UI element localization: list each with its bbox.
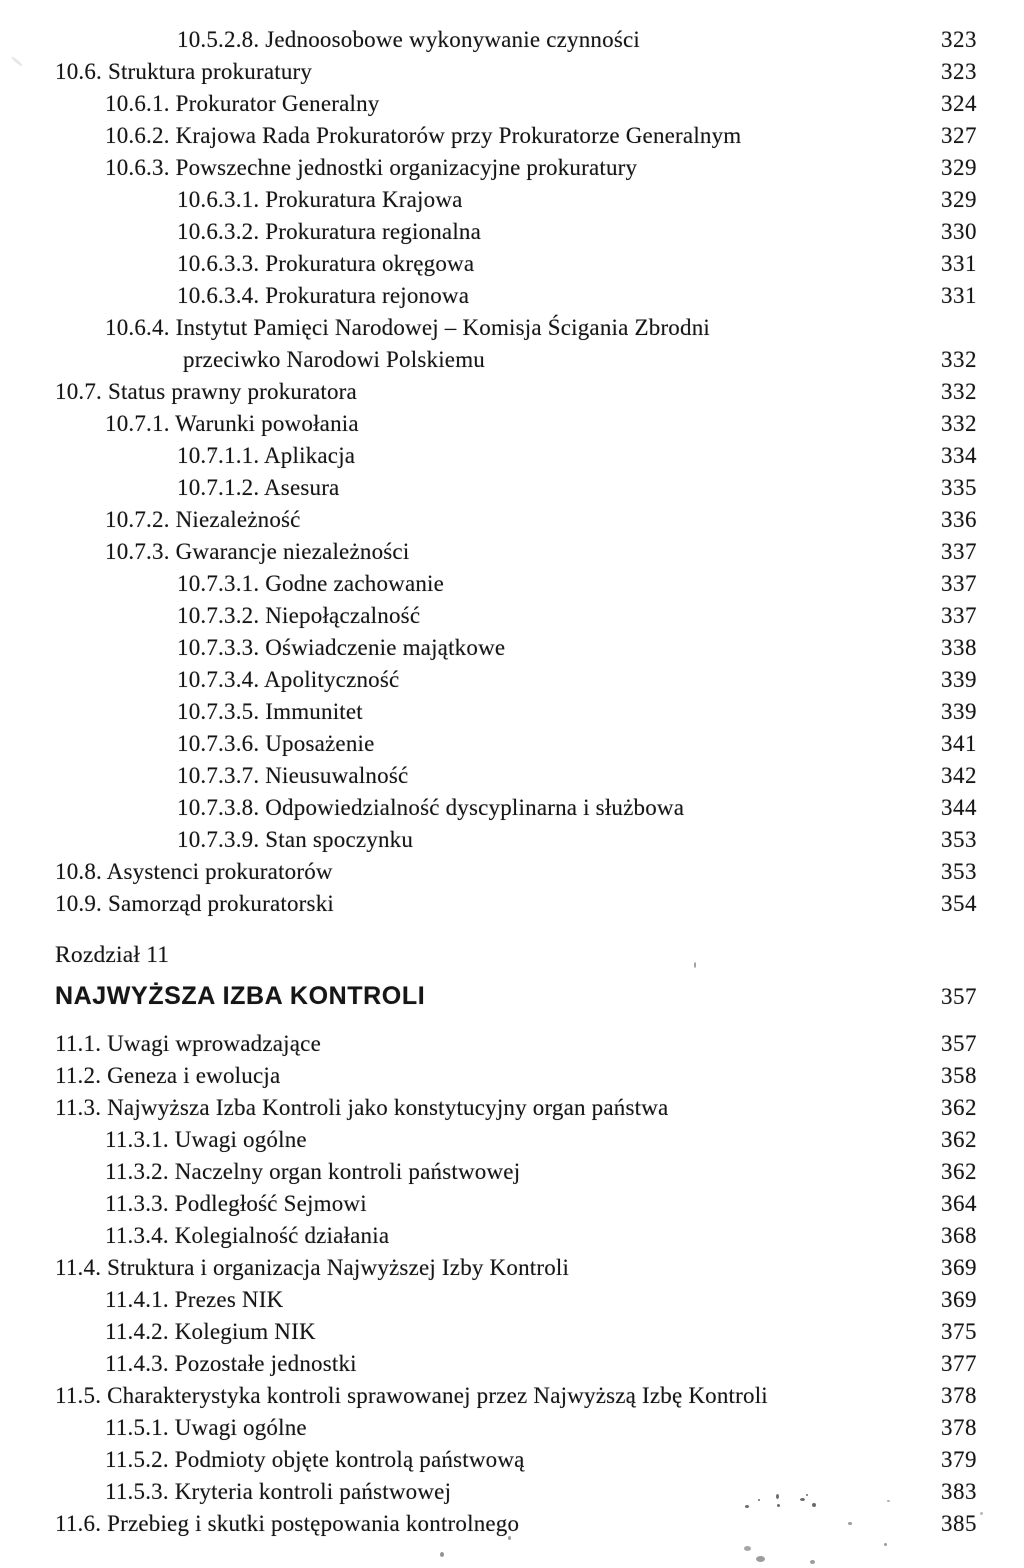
toc-section-chapter-11 (55, 1028, 977, 1540)
toc-entry-page-number: 337 (941, 603, 977, 628)
scan-artifact (776, 1494, 779, 1499)
toc-entry (55, 56, 977, 88)
scan-artifact (745, 1505, 749, 1508)
toc-entry-page-number: 375 (941, 1319, 977, 1344)
toc-entry (55, 184, 977, 216)
toc-entry-page-number: 330 (941, 219, 977, 244)
toc-entry (55, 1124, 977, 1156)
toc-entry-page-number: 353 (941, 859, 977, 884)
toc-entry-page-number: 331 (941, 251, 977, 276)
toc-entry (55, 664, 977, 696)
toc-entry-text: 11.5.1. Uwagi ogólne (105, 1415, 307, 1440)
toc-entry (55, 856, 977, 888)
toc-entry (55, 1284, 977, 1316)
toc-entry-page-number: 354 (941, 891, 977, 916)
toc-entry (55, 568, 977, 600)
toc-entry (55, 1412, 977, 1444)
toc-entry-text: 10.7.3.8. Odpowiedzialność dyscyplinarna i służbowa (177, 795, 685, 820)
toc-entry (55, 760, 977, 792)
scan-artifact (212, 448, 214, 453)
toc-entry (55, 1028, 977, 1060)
toc-entry-page-number: 368 (941, 1223, 977, 1248)
toc-entry-page-number: 342 (941, 763, 977, 788)
toc-entry-page-number: 378 (941, 1415, 977, 1440)
toc-entry (55, 312, 977, 344)
toc-entry-text: 10.7.3.5. Immunitet (177, 699, 363, 724)
toc-entry (55, 824, 977, 856)
toc-entry-text: 10.6.3.1. Prokuratura Krajowa (177, 187, 463, 212)
scan-artifact (744, 1546, 751, 1551)
toc-entry-page-number: 324 (941, 91, 977, 116)
toc-entry-text: 10.7.1.1. Aplikacja (177, 443, 356, 468)
toc-entry-text: 10.7.3.7. Nieusuwalność (177, 763, 409, 788)
toc-entry-text: 11.3.1. Uwagi ogólne (105, 1127, 307, 1152)
toc-entry (55, 1444, 977, 1476)
toc-entry (55, 120, 977, 152)
toc-entry-text: 11.4.2. Kolegium NIK (105, 1319, 316, 1344)
toc-entry-text: 10.7.3.9. Stan spoczynku (177, 827, 414, 852)
toc-entry-page-number: 353 (941, 827, 977, 852)
toc-entry-page-number: 362 (941, 1127, 977, 1152)
toc-entry-page-number: 329 (941, 155, 977, 180)
toc-entry-text: 10.7.3.2. Niepołączalność (177, 603, 421, 628)
toc-entry (55, 1348, 977, 1380)
toc-entry-text: 10.6. Struktura prokuratury (55, 59, 313, 84)
toc-entry (55, 536, 977, 568)
toc-entry (55, 1092, 977, 1124)
toc-entry (55, 1380, 977, 1412)
toc-entry-text: 10.6.3.3. Prokuratura okręgowa (177, 251, 475, 276)
scan-artifact (848, 1522, 852, 1525)
toc-entry-text: 10.6.3.2. Prokuratura regionalna (177, 219, 482, 244)
toc-entry-text: 10.9. Samorząd prokuratorski (55, 891, 334, 916)
scan-artifact (777, 1504, 780, 1507)
toc-entry-text: 10.6.1. Prokurator Generalny (105, 91, 380, 116)
scan-artifact (980, 1512, 983, 1515)
toc-entry-text: 10.5.2.8. Jednoosobowe wykonywanie czynności (177, 27, 640, 52)
scan-artifact (806, 1494, 808, 1496)
toc-entry (55, 632, 977, 664)
toc-entry-page-number: 369 (941, 1255, 977, 1280)
toc-entry-text: 10.6.3.4. Prokuratura rejonowa (177, 283, 470, 308)
scan-artifact (758, 1499, 760, 1501)
toc-entry (55, 1060, 977, 1092)
toc-entry-text: 11.5. Charakterystyka kontroli sprawowanej przez Najwyższą Izbę Kontroli (55, 1383, 768, 1408)
toc-entry-text: 11.4.3. Pozostałe jednostki (105, 1351, 357, 1376)
toc-entry-page-number: 344 (941, 795, 977, 820)
toc-entry (55, 152, 977, 184)
scan-artifact (756, 1556, 765, 1562)
toc-entry (55, 1188, 977, 1220)
toc-entry (55, 1476, 977, 1508)
toc-entry (55, 472, 977, 504)
toc-entry-page-number: 327 (941, 123, 977, 148)
toc-entry-text: 10.7.3.6. Uposażenie (177, 731, 375, 756)
toc-entry-page-number: 362 (941, 1159, 977, 1184)
toc-entry-text: 10.7.2. Niezależność (105, 507, 301, 532)
toc-entry-text: 10.8. Asystenci prokuratorów (55, 859, 333, 884)
scan-artifact (440, 1552, 444, 1557)
toc-entry-page-number: 339 (941, 699, 977, 724)
toc-entry (55, 504, 977, 536)
toc-entry-page-number: 341 (941, 731, 977, 756)
toc-entry-page-number: 336 (941, 507, 977, 532)
scan-artifact (694, 962, 696, 968)
toc-entry (55, 888, 977, 920)
toc-entry (55, 1156, 977, 1188)
toc-entry-text: 10.7.3. Gwarancje niezależności (105, 539, 410, 564)
toc-entry-text: 11.1. Uwagi wprowadzające (55, 1031, 321, 1056)
toc-entry-page-number: 377 (941, 1351, 977, 1376)
toc-entry-text: 11.4. Struktura i organizacja Najwyższej Izby Kontroli (55, 1255, 570, 1280)
toc-entry-page-number: 329 (941, 187, 977, 212)
scan-artifact (800, 1498, 805, 1501)
toc-entry-page-number: 379 (941, 1447, 977, 1472)
toc-entry (55, 24, 977, 56)
toc-entry-page-number: 323 (941, 59, 977, 84)
toc-entry-page-number: 331 (941, 283, 977, 308)
toc-entry-text: 11.3.2. Naczelny organ kontroli państwowej (105, 1159, 521, 1184)
toc-entry (55, 344, 977, 376)
toc-entry-page-number: 338 (941, 635, 977, 660)
toc-entry (55, 1220, 977, 1252)
toc-entry-text: 11.4.1. Prezes NIK (105, 1287, 284, 1312)
toc-entry-text: 10.7.3.3. Oświadczenie majątkowe (177, 635, 506, 660)
toc-entry-page-number: 378 (941, 1383, 977, 1408)
toc-entry-text: 10.7.3.1. Godne zachowanie (177, 571, 445, 596)
toc-entry (55, 1508, 977, 1540)
toc-entry-page-number: 362 (941, 1095, 977, 1120)
toc-entry (55, 216, 977, 248)
chapter-label-row (55, 936, 977, 974)
toc-entry-page-number: 323 (941, 27, 977, 52)
toc-entry-page-number: 385 (941, 1511, 977, 1536)
toc-entry-page-number: 334 (941, 443, 977, 468)
toc-entry-text: 11.2. Geneza i ewolucja (55, 1063, 281, 1088)
toc-entry (55, 792, 977, 824)
toc-entry-page-number: 337 (941, 571, 977, 596)
toc-entry-text: 11.5.3. Kryteria kontroli państwowej (105, 1479, 452, 1504)
toc-entry (55, 88, 977, 120)
scan-artifact (887, 1500, 890, 1502)
toc-entry (55, 376, 977, 408)
toc-entry-page-number: 357 (941, 1031, 977, 1056)
toc-entry (55, 248, 977, 280)
chapter-title: NAJWYŻSZA IZBA KONTROLI (55, 982, 426, 1010)
scan-artifact (810, 1560, 815, 1564)
toc-entry (55, 1252, 977, 1284)
scan-artifact (508, 1536, 511, 1540)
toc-entry-text: 10.6.2. Krajowa Rada Prokuratorów przy Prokuratorze Generalnym (105, 123, 742, 148)
toc-entry-text: 10.7.3.4. Apolityczność (177, 667, 400, 692)
toc-entry (55, 280, 977, 312)
toc-entry-page-number: 332 (941, 379, 977, 404)
toc-entry-page-number: 332 (941, 411, 977, 436)
toc-entry-text: 10.7.1. Warunki powołania (105, 411, 359, 436)
toc-entry (55, 600, 977, 632)
toc-entry-page-number: 339 (941, 667, 977, 692)
toc-entry-page-number: 369 (941, 1287, 977, 1312)
scan-artifact (812, 1503, 816, 1507)
toc-entry-text: 11.6. Przebieg i skutki postępowania kontrolnego (55, 1511, 520, 1536)
toc-entry-page-number: 337 (941, 539, 977, 564)
toc-entry-page-number: 383 (941, 1479, 977, 1504)
toc-section-chapter-10 (55, 24, 977, 920)
toc-entry-text: 11.3.3. Podległość Sejmowi (105, 1191, 367, 1216)
toc-entry-page-number: 332 (941, 347, 977, 372)
toc-entry-text: przeciwko Narodowi Polskiemu (183, 347, 485, 372)
toc-entry (55, 1316, 977, 1348)
toc-entry (55, 728, 977, 760)
chapter-title-row (55, 974, 977, 1018)
toc-entry-text: 10.6.4. Instytut Pamięci Narodowej – Komisja Ścigania Zbrodni (105, 315, 710, 340)
toc-entry-text: 10.7.1.2. Asesura (177, 475, 340, 500)
toc-entry-text: 10.6.3. Powszechne jednostki organizacyjne prokuratury (105, 155, 638, 180)
toc-entry-text: 11.3.4. Kolegialność działania (105, 1223, 390, 1248)
toc-entry (55, 696, 977, 728)
toc-entry (55, 408, 977, 440)
toc-entry-page-number: 358 (941, 1063, 977, 1088)
toc-entry-page-number: 364 (941, 1191, 977, 1216)
toc-entry (55, 440, 977, 472)
toc-entry-text: 11.3. Najwyższa Izba Kontroli jako konstytucyjny organ państwa (55, 1095, 669, 1120)
scan-artifact (884, 1543, 887, 1546)
chapter-page-number: 357 (941, 984, 977, 1009)
chapter-heading (55, 936, 977, 1018)
toc-entry-text: 11.5.2. Podmioty objęte kontrolą państwową (105, 1447, 525, 1472)
toc-entry-page-number: 335 (941, 475, 977, 500)
chapter-label: Rozdział 11 (55, 942, 170, 968)
toc-entry-text: 10.7. Status prawny prokuratora (55, 379, 357, 404)
